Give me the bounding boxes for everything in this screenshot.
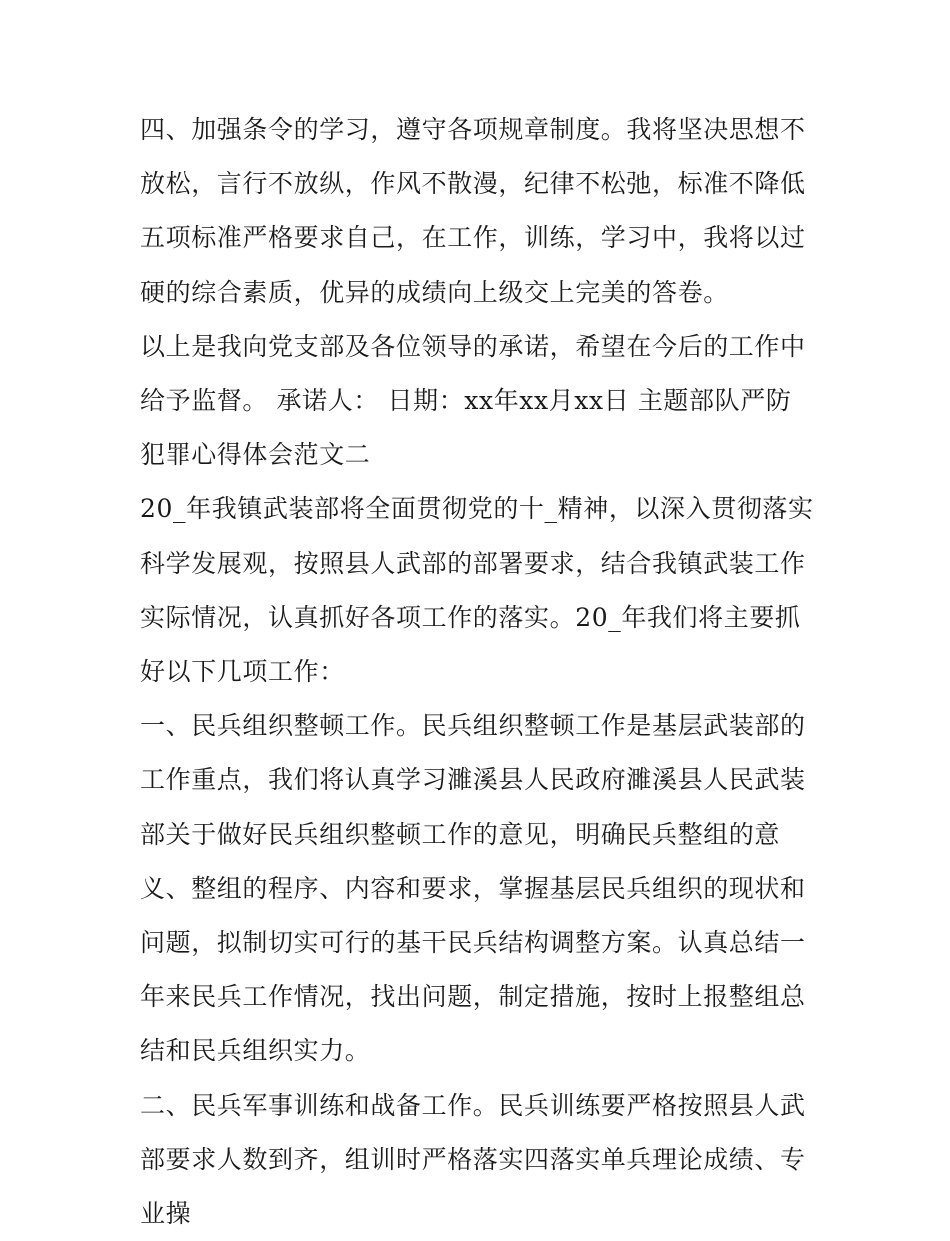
paragraph-militia-reorganization: 一、民兵组织整顿工作。民兵组织整顿工作是基层武装部的工作重点，我们将认真学习濉溪县人民政府濉溪县人民武装部关于做好民兵组织整顿工作的意见，明确民兵整组的意义、整组的程序、内容和要求，掌握基层民兵组织的现状和问题，拟制切实可行的基干民兵结构调整方案。认真总结一年来民兵工作情况，找出问题，制定措施，按时上报整组总结和民兵组织实力。: [140, 711, 806, 1066]
document-body: [140, 103, 816, 1241]
paragraph-work-plan-intro: 20_年我镇武装部将全面贯彻党的十_精神，以深入贯彻落实科学发展观，按照县人武部的部署要求，结合我镇武装工作实际情况，认真抓好各项工作的落实。20_年我们将主要抓好以下几项工作：: [140, 494, 814, 687]
paragraph-militia-training: 二、民兵军事训练和战备工作。民兵训练要严格按照县人武部要求人数到齐，组训时严格落实四落实单兵理论成绩、专业操: [140, 1090, 806, 1229]
paragraph-commitment: 以上是我向党支部及各位领导的承诺，希望在今后的工作中给予监督。 承诺人： 日期：xx年xx月xx日 主题部队严防犯罪心得体会范文二: [140, 331, 806, 470]
paragraph-regulations: 四、加强条令的学习，遵守各项规章制度。我将坚决思想不放松，言行不放纵，作风不散漫，纪律不松弛，标准不降低五项标准严格要求自己，在工作，训练，学习中，我将以过硬的综合素质，优异的成绩向上级交上完美的答卷。: [140, 115, 806, 307]
